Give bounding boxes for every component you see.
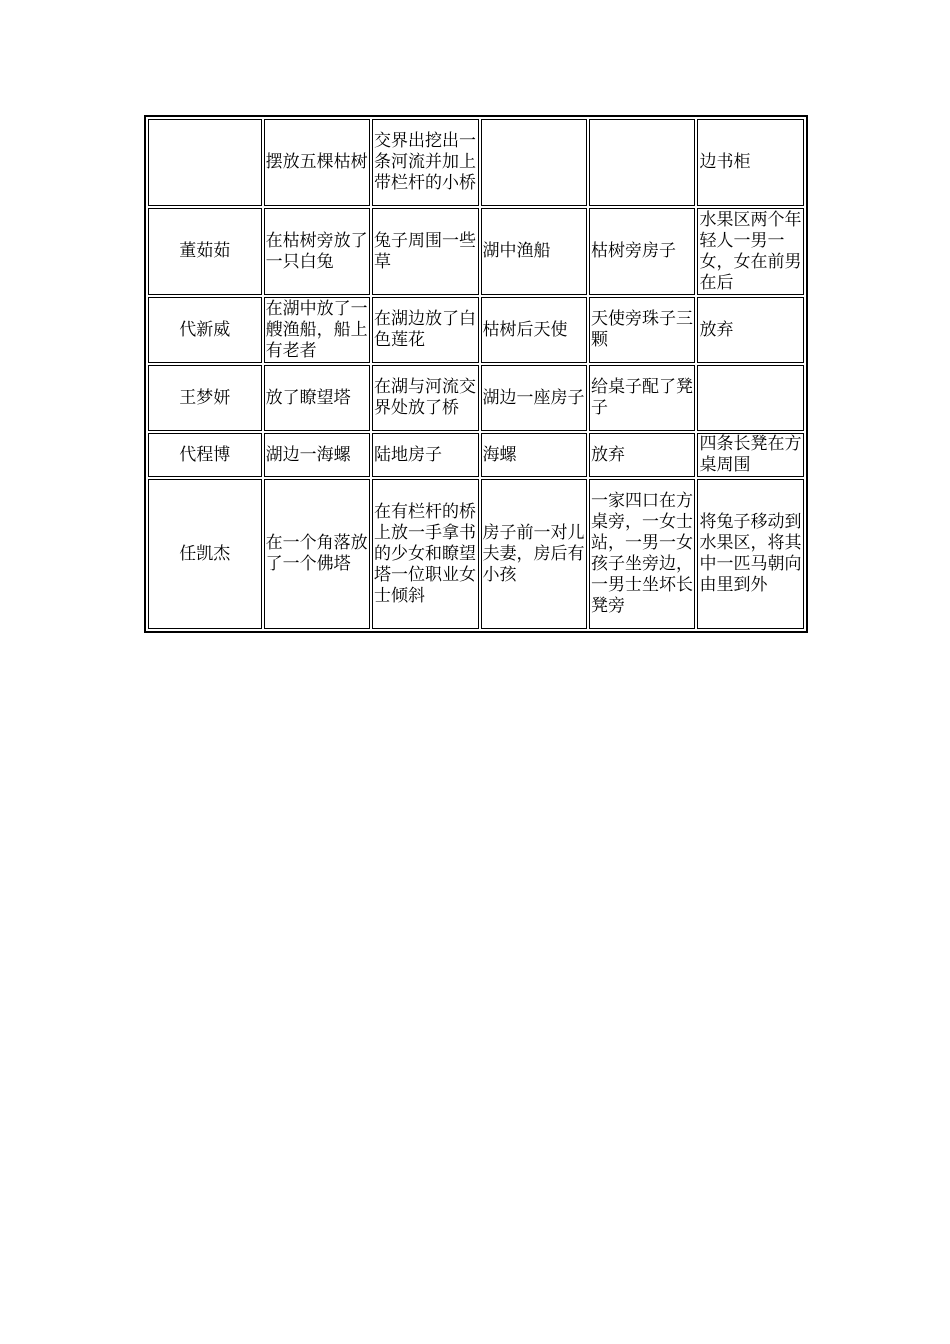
table-cell: 枯树旁房子 bbox=[589, 208, 695, 295]
student-name-cell bbox=[148, 119, 262, 206]
table-cell: 在一个角落放了一个佛塔 bbox=[264, 479, 370, 629]
table-cell: 放了瞭望塔 bbox=[264, 365, 370, 431]
table-cell: 房子前一对儿夫妻，房后有小孩 bbox=[481, 479, 587, 629]
student-name-cell: 代程博 bbox=[148, 433, 262, 477]
table-cell: 陆地房子 bbox=[372, 433, 478, 477]
student-name-cell: 代新威 bbox=[148, 297, 262, 363]
table-row bbox=[148, 119, 804, 206]
table-cell: 在湖边放了白色莲花 bbox=[372, 297, 478, 363]
table-cell: 在有栏杆的桥上放一手拿书的少女和瞭望塔一位职业女士倾斜 bbox=[372, 479, 478, 629]
table-cell: 交界出挖出一条河流并加上带栏杆的小桥 bbox=[372, 119, 478, 206]
table-cell: 给桌子配了凳子 bbox=[589, 365, 695, 431]
table-cell: 在湖中放了一艘渔船，船上有老者 bbox=[264, 297, 370, 363]
student-name-cell: 任凯杰 bbox=[148, 479, 262, 629]
table-cell bbox=[589, 119, 695, 206]
table-cell: 水果区两个年轻人一男一女，女在前男在后 bbox=[697, 208, 804, 295]
table-row bbox=[148, 479, 804, 629]
table-cell: 四条长凳在方桌周围 bbox=[697, 433, 804, 477]
table-cell: 放弃 bbox=[589, 433, 695, 477]
table-cell: 放弃 bbox=[697, 297, 804, 363]
table-cell: 在枯树旁放了一只白兔 bbox=[264, 208, 370, 295]
table-cell: 枯树后天使 bbox=[481, 297, 587, 363]
table-row bbox=[148, 433, 804, 477]
student-name-cell: 王梦妍 bbox=[148, 365, 262, 431]
table-cell: 湖边一座房子 bbox=[481, 365, 587, 431]
table-cell: 一家四口在方桌旁，一女士站，一男一女孩子坐旁边，一男士坐坏长凳旁 bbox=[589, 479, 695, 629]
table-cell: 海螺 bbox=[481, 433, 587, 477]
table-cell: 兔子周围一些草 bbox=[372, 208, 478, 295]
table-cell: 湖中渔船 bbox=[481, 208, 587, 295]
table-cell: 将兔子移动到水果区，将其中一匹马朝向由里到外 bbox=[697, 479, 804, 629]
table-cell bbox=[481, 119, 587, 206]
table-cell: 天使旁珠子三颗 bbox=[589, 297, 695, 363]
record-table bbox=[144, 115, 808, 633]
table-cell: 在湖与河流交界处放了桥 bbox=[372, 365, 478, 431]
table-cell bbox=[697, 365, 804, 431]
student-name-cell: 董茹茹 bbox=[148, 208, 262, 295]
table-cell: 摆放五棵枯树 bbox=[264, 119, 370, 206]
table-row bbox=[148, 208, 804, 295]
table-row bbox=[148, 297, 804, 363]
table-cell: 边书柜 bbox=[697, 119, 804, 206]
table-cell: 湖边一海螺 bbox=[264, 433, 370, 477]
table-row bbox=[148, 365, 804, 431]
